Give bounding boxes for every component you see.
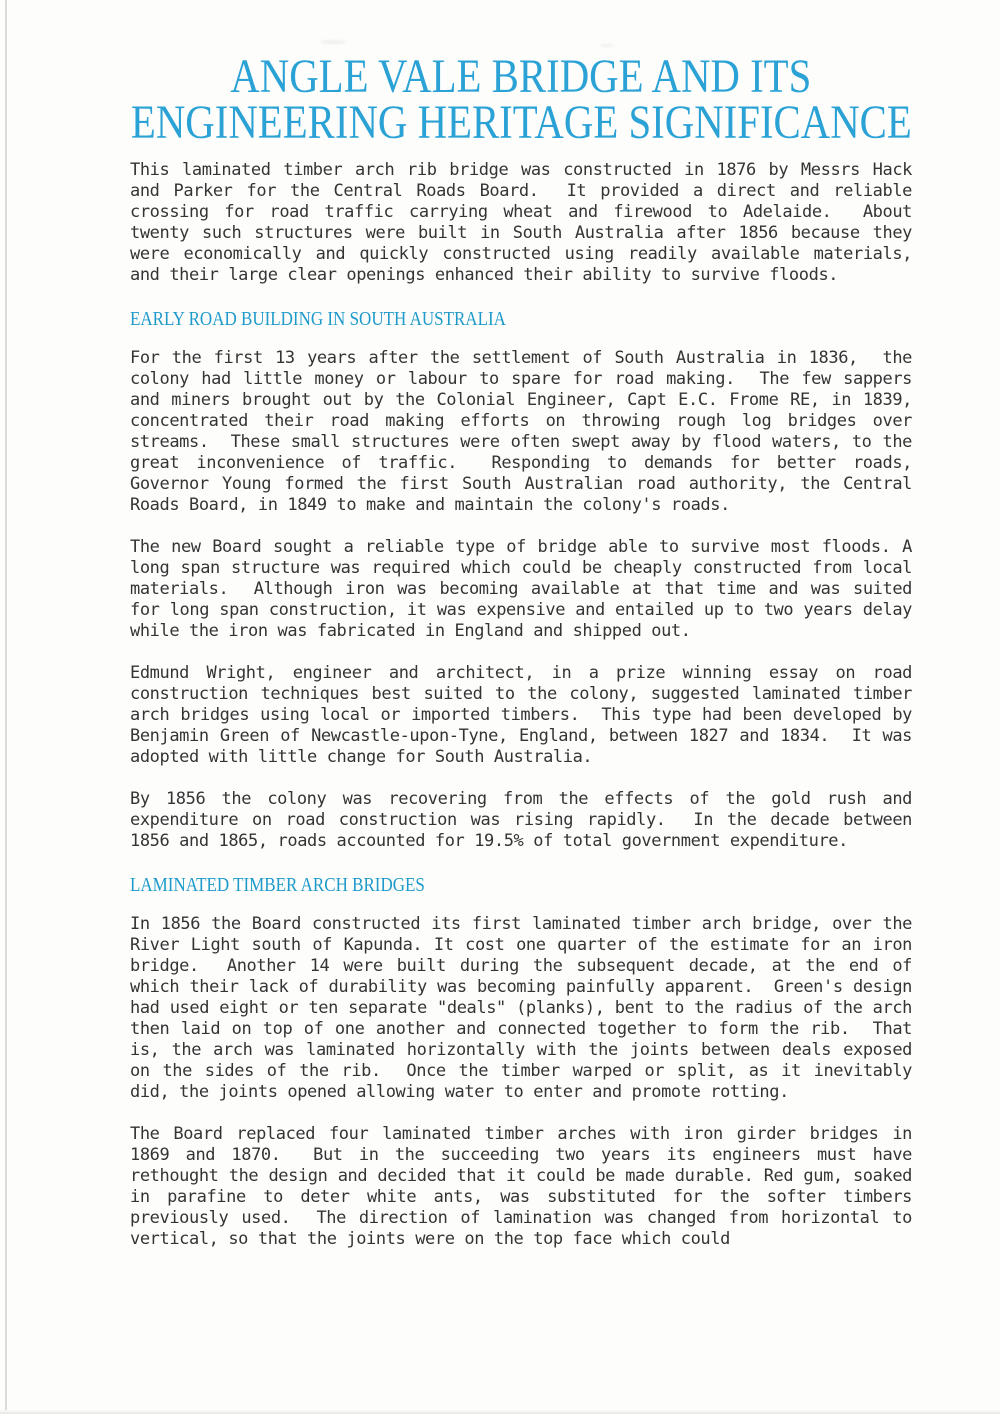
scan-smudge (320, 40, 346, 44)
document-title-line-1: ANGLE VALE BRIDGE AND ITS (230, 50, 812, 103)
scan-edge-bottom (0, 1410, 1000, 1414)
document-title (130, 50, 912, 149)
section-heading-early-road-building (130, 307, 912, 331)
paragraph: The Board replaced four laminated timber arches with iron girder bridges in 1869 and 1870. But in the succeeding two years its engineers must have rethought the design and decided that it could be made durable. Red gum, soaked in parafine to deter white ants, was substituted for the softer timbers previously used. The direction of lamination was changed from horizontal to vertical, so that the joints were on the top face which could (130, 1124, 922, 1249)
scan-edge-left-line (5, 0, 7, 1414)
paragraph: For the first 13 years after the settlement of South Australia in 1836, the colony had little money or labour to spare for road making. The few sappers and miners brought out by the Colonial Engineer, Capt E.C. Frome RE, in 1839, concentrated their road making efforts on throwing rough log bridges over streams. These small structures were often swept away by flood waters, to the great inconvenience of traffic. Responding to demands for better roads, Governor Young formed the first South Australian road authority, the Central Roads Board, in 1849 to make and maintain the colony's roads. (130, 348, 922, 515)
paragraph: Edmund Wright, engineer and architect, in a prize winning essay on road construction techniques best suited to the colony, suggested laminated timber arch bridges using local or imported timbers. This type had been developed by Benjamin Green of Newcastle-upon-Tyne, England, between 1827 and 1834. It was adopted with little change for South Australia. (130, 663, 922, 767)
scan-smudge (600, 44, 614, 47)
document-content (130, 50, 922, 1271)
paragraph-intro: This laminated timber arch rib bridge was constructed in 1876 by Messrs Hack and Parker for the Central Roads Board. It provided a direct and reliable crossing for road traffic carrying wheat and firewood to Adelaide. About twenty such structures were built in South Australia after 1856 because they were economically and quickly constructed using readily available materials, and their large clear openings enhanced their ability to survive floods. (130, 160, 922, 285)
section-heading-text: EARLY ROAD BUILDING IN SOUTH AUSTRALIA (130, 308, 506, 330)
scan-edge-left (0, 0, 14, 1414)
paragraph: In 1856 the Board constructed its first laminated timber arch bridge, over the River Light south of Kapunda. It cost one quarter of the estimate for an iron bridge. Another 14 were built during the subsequent decade, at the end of which their lack of durability was becoming painfully apparent. Green's design had used eight or ten separate "deals" (planks), bent to the radius of the arch then laid on top of one another and connected together to form the rib. That is, the arch was laminated horizontally with the joints between deals exposed on the sides of the rib. Once the timber warped or split, as it inevitably did, the joints opened allowing water to enter and promote rotting. (130, 914, 922, 1102)
section-heading-text: LAMINATED TIMBER ARCH BRIDGES (130, 874, 425, 896)
document-title-line-2: ENGINEERING HERITAGE SIGNIFICANCE (130, 96, 912, 149)
paragraph: By 1856 the colony was recovering from the effects of the gold rush and expenditure on road construction was rising rapidly. In the decade between 1856 and 1865, roads accounted for 19.5% of total government expenditure. (130, 789, 922, 851)
section-heading-laminated-timber-arch-bridges (130, 873, 912, 897)
paragraph: The new Board sought a reliable type of bridge able to survive most floods. A long span structure was required which could be cheaply constructed from local materials. Although iron was becoming available at that time and was suited for long span construction, it was expensive and entailed up to two years delay while the iron was fabricated in England and shipped out. (130, 537, 922, 641)
